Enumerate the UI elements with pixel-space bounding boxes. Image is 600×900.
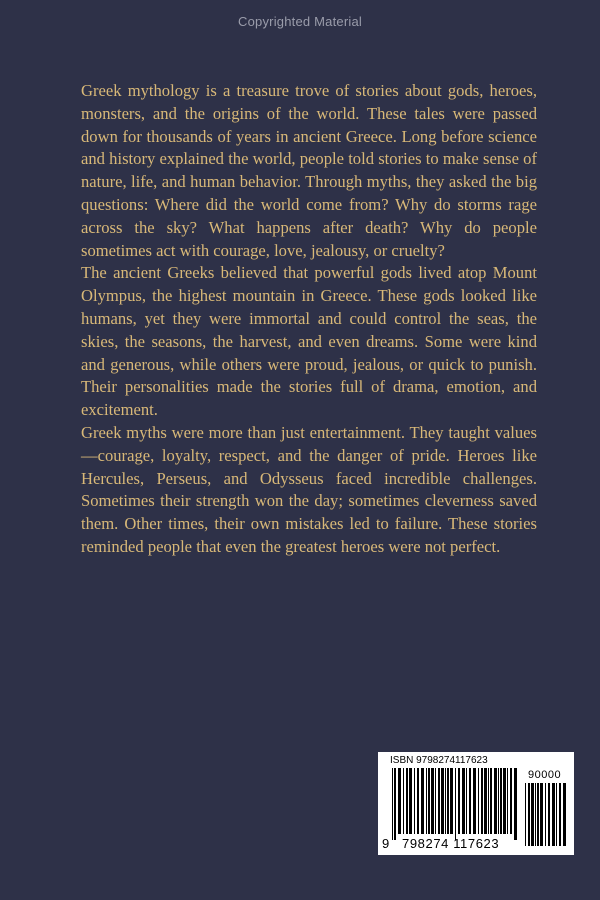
paragraph-3: Greek myths were more than just entertainment. They taught values—courage, loyalty, respect, and the danger of pride. Heroes like Hercules, Perseus, and Odysseus faced incredible challenges. Sometimes their strength won the day; sometimes cleverness saved them. Other times, their own mistakes led to failure. These stories reminded people that even the greatest heroes were not perfect. [81,422,537,556]
barcode-bar [500,768,502,834]
barcode-bar [488,768,489,834]
barcode-bar [447,768,449,834]
barcode-bar [535,783,536,846]
barcode-bar [494,768,497,834]
barcode-bar [537,783,539,846]
barcode-bar [540,783,543,846]
barcode-bar [490,768,492,834]
barcode-bar [466,768,467,834]
barcode-bar [525,783,526,846]
price-code: 90000 [528,769,562,781]
barcode-bar [435,768,436,834]
barcode-bar [421,768,424,834]
barcode-bar [545,783,546,846]
barcode-bar [514,768,517,840]
paragraph-1: Greek mythology is a treasure trove of stories about gods, heroes, monsters, and the origins of the world. These tales were passed down for thousands of years in ancient Greece. Long before science and history explained the world, people told stories to make sense of nature, life, and human behavior. Through myths, they asked the big questions: Where did the world come from? Why do storms rage across the sky? What happens after death? Why do people sometimes act with courage, love, jealousy, or cruelty? [81,81,537,260]
barcode-bar [417,768,419,834]
barcode-bar [392,768,393,840]
barcode-bar [462,768,465,834]
barcode-bar [473,768,476,834]
barcode-bar [552,783,555,846]
barcode-bar [484,768,487,834]
barcode-bar [426,768,427,834]
isbn-barcode [378,752,574,855]
barcode-bar [458,768,460,834]
barcode-bar [431,768,434,834]
back-cover-text [81,80,537,559]
barcode-digits: 798274 117623 [402,836,500,851]
barcode-bar [409,768,412,834]
barcode-bar [450,768,453,834]
barcode-bar [398,768,401,834]
barcode-first-digit: 9 [382,836,390,851]
barcode-bar [510,768,512,834]
barcode-bar [507,768,508,834]
barcode-bar [414,768,415,834]
barcode-bar [455,768,456,840]
barcode-bar [428,768,430,834]
barcode-bar [503,768,506,834]
barcode-bar [469,768,471,834]
barcode-bar [548,783,550,846]
isbn-label: ISBN 9798274117623 [390,755,488,766]
barcode-bar [528,783,530,846]
barcode-bar [438,768,440,834]
paragraph-2: The ancient Greeks believed that powerful gods lived atop Mount Olympus, the highest mountain in Greece. These gods looked like humans, yet they were immortal and could control the seas, the skies, the seasons, the harvest, and even dreams. Some were kind and generous, while others were proud, jealous, or quick to punish. Their personalities made the stories full of drama, emotion, and excitement. [81,263,537,420]
barcode-bar [478,768,479,834]
copyright-watermark-top: Copyrighted Material [238,14,362,29]
barcode-bar [441,768,444,834]
barcode-bar [559,783,561,846]
barcode-bar [498,768,499,834]
barcode-bar [556,783,557,846]
barcode-bar [406,768,408,834]
barcode-bar [563,783,566,846]
barcode-bar [394,768,396,840]
barcode-bar [445,768,446,834]
barcode-bar [481,768,483,834]
barcode-bar [403,768,404,834]
barcode-bar [531,783,534,846]
